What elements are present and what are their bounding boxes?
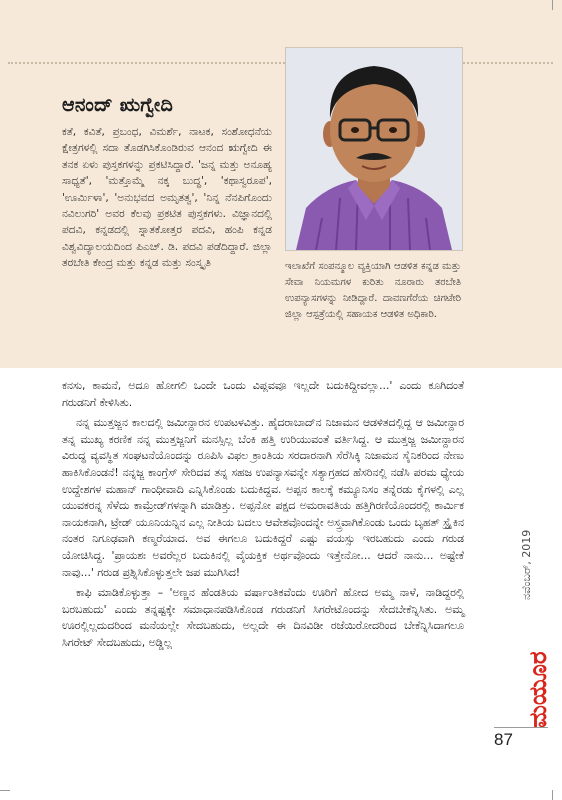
crop-mark (0, 790, 10, 791)
page-number: 87 (494, 730, 513, 749)
author-bio-panel (0, 0, 562, 368)
issue-date: ನವೆಂಬರ್, 2019 (520, 529, 533, 600)
author-caption: ಇಲಾಖೆಗೆ ಸಂಪನ್ಮೂಲ ವ್ಯಕ್ತಿಯಾಗಿ ಆಡಳಿತ ಕನ್ನಡ ಮತ್ತು ಸೇವಾ ನಿಯಮಗಳ ಕುರಿತು ನೂರಾರು ತರಬೇತಿ ಉಪನ್ಯಾಸಗಳನ್ನು ನೀಡಿದ್ದಾರೆ. ದಾವಣಗೆರೆಯ ಚಿಗಟೇರಿ ಜಿಲ್ಲಾ ಆಸ್ಪತ್ರೆಯಲ್ಲಿ ಸಹಾಯಕ ಆಡಳಿತ ಅಧಿಕಾರಿ. (285, 261, 461, 320)
author-name: ಆನಂದ್ ಋಗ್ವೇದಿ (62, 94, 174, 116)
dotted-divider (8, 62, 553, 64)
crop-mark (552, 790, 553, 800)
author-portrait-image (286, 48, 462, 250)
page-number-rule (494, 727, 548, 728)
author-bio: ಕತೆ, ಕವಿತೆ, ಪ್ರಬಂಧ, ವಿಮರ್ಶೆ, ನಾಟಕ, ಸಂಶೋಧನೆಯ ಕ್ಷೇತ್ರಗಳಲ್ಲಿ ಸದಾ ತೊಡಗಿಸಿಕೊಂಡಿರುವ ಆನಂದ ಋಗ್ವೇದಿ ಈ ತನಕ ಏಳು ಪುಸ್ತಕಗಳನ್ನು ಪ್ರಕಟಿಸಿದ್ದಾರೆ. 'ಜನ್ನ ಮತ್ತು ಅನೂಹ್ಯ ಸಾಧ್ಯತೆ', 'ಮತ್ತೊಮ್ಮೆ ನಕ್ಕ ಬುದ್ಧ', 'ಕಥಾಸ್ವರೂಪ', 'ಊರ್ಮಿಳಾ', 'ಅನುಭವದ ಅಮೃತತ್ವ', 'ನಿನ್ನ ನೆನಪಿಗೊಂದು ನವಿಲುಗರಿ' ಅವರ ಕೆಲವು ಪ್ರಕಟಿತ ಪುಸ್ತಕಗಳು. ವಿಜ್ಞಾನದಲ್ಲಿ ಪದವಿ, ಕನ್ನಡದಲ್ಲಿ ಸ್ನಾತಕೋತ್ತರ ಪದವಿ, ಹಂಪಿ ಕನ್ನಡ ವಿಶ್ವವಿದ್ಯಾಲಯದಿಂದ ಪಿಎಚ್. ಡಿ. ಪದವಿ ಪಡೆದಿದ್ದಾರೆ. ಜಿಲ್ಲಾ ತರಬೇತಿ ಕೇಂದ್ರ ಮತ್ತು ಕನ್ನಡ ಮತ್ತು ಸಂಸ್ಕೃತಿ (62, 126, 272, 270)
crop-mark (552, 0, 553, 10)
magazine-logo: ಮಯೂರ (524, 651, 552, 728)
article-paragraph: ನನ್ನ ಮುತ್ತಜ್ಜನ ಕಾಲದಲ್ಲಿ ಜಮೀನ್ದಾರನ ಉಪಟಳವಿತ್ತು. ಹೈದರಾಬಾದ್‌ನ ನಿಜಾಮನ ಆಡಳಿತದಲ್ಲಿದ್ದ ಆ ಜಮೀನ್ದಾರ ತನ್ನ ಮುಖ್ಯ ಕರಣಿಕ ನನ್ನ ಮುತ್ತಜ್ಜನಿಗೆ ಮನಸ್ಸಿಲ್ಲ ಬೆಂಕಿ ಹತ್ತಿ ಉರಿಯುವಂತೆ ವರ್ತಿಸಿದ್ದ. ಆ ಮುತ್ತಜ್ಜ ಜಮೀನ್ದಾರನ ವಿರುದ್ಧ ವ್ಯವಸ್ಥಿತ ಸಂಘಟನೆಯೊಂದನ್ನು ರೂಪಿಸಿ ವಿಫಲ ಕ್ರಾಂತಿಯ ಸರದಾರನಾಗಿ ಸೆರೆಸಿಕ್ಕಿ ನಿಜಾಮನ ಸೈನಿಕರಿಂದ ನೇಣು ಹಾಕಿಸಿಕೊಂಡನೆ! ನನ್ನಜ್ಜ ಕಾಂಗ್ರೆಸ್ ಸೇರಿದವ ತನ್ನ ಸಹಜ ಉಪನ್ಯಾಸವನ್ನೇ ಸತ್ಯಾಗ್ರಹದ ಹೆಸರಿನಲ್ಲಿ ನಡೆಸಿ ಪರಮ ಧ್ಯೇಯ ಉದ್ದೇಶಗಳ ಮಹಾನ್ ಗಾಂಧೀವಾದಿ ಎನ್ನಿಸಿಕೊಂಡು ಬದುಕಿದ್ದವ. ಅಪ್ಪನ ಕಾಲಕ್ಕೆ ಕಮ್ಯೂನಿಸಂ ತನ್ನೆರಡು ಕೈಗಳಲ್ಲಿ ಎಲ್ಲ ಯುವಕರನ್ನ ಸೆಳೆದು ಕಾಮ್ರೇಡ್‌ಗಳನ್ನಾಗಿ ಮಾಡಿತ್ತು. ಅಪ್ಪನೋ ಪಕ್ಷದ ಅಮರಾವತಿಯ ಹತ್ತಿಗಿರಣಿಯೊಂದರಲ್ಲಿ ಕಾರ್ಮಿಕ ನಾಯಕನಾಗಿ, ಟ್ರೇಡ್ ಯೂನಿಯನ್ನಿನ ಎಲ್ಲ ನೀತಿಯ ಬದಲು ಆವೇಶವೊಂದನ್ನೇ ಅಸ್ತ್ರವಾಗಿಕೊಂಡು ಒಂದು ಬೃಹತ್ ಸ್ಟ್ರೈಕಿನ ನಂತರ ನಿಗೂಢವಾಗಿ ಕಣ್ಮರೆಯಾದ. ಅವ ಈಗಲೂ ಬದುಕಿದ್ದರೆ ಎಷ್ಟು ವಯಸ್ಸು ಇರಬಹುದು ಎಂದು ಗರುಡ ಯೋಚಿಸಿದ್ದ. 'ಪ್ರಾಯಶಃ ಅವರೆಲ್ಲರ ಬದುಕಿನಲ್ಲಿ ವೈಯಕ್ತಿಕ ಅರ್ಥವೊಂದು ಇತ್ತೇನೋ... ಆದರೆ ನಾನು... ಅಷ್ಟೇಕೆ ನಾವು...' ಗರುಡ ಪ್ರಶ್ನಿಸಿಕೊಳ್ಳುತ್ತಲೇ ಜಪ ಮುಗಿಸಿದ! (62, 416, 464, 579)
article-paragraph: ಕನಸು, ಕಾಮನೆ, ಅದೂ ಹೋಗಲಿ ಒಂದೇ ಒಂದು ವಿಪ್ಲವವೂ ಇಲ್ಲದೇ ಬದುಕಿದ್ದೀವಲ್ಲಾ...' ಎಂದು ಕೂಗಿದಂತೆ ಗರುಡನಿಗೆ ಕೇಳಿಸಿತು. (62, 379, 464, 409)
article-body (62, 378, 464, 656)
author-photo (285, 47, 463, 251)
article-paragraph: ಕಾಫಿ ಮಾಡಿಕೊಳ್ಳುತ್ತಾ – 'ಅಣ್ಣನ ಹೆಂಡತಿಯ ವರ್ಷಾಂತಿಕವೆಂದು ಊರಿಗೆ ಹೋದ ಅಮ್ಮ ನಾಳೆ, ನಾಡಿದ್ದರಲ್ಲಿ ಬರಬಹುದು' ಎಂದು ತನ್ನಷ್ಟಕ್ಕೇ ಸಮಾಧಾನಪಡಿಸಿಕೊಂಡ ಗರುಡನಿಗೆ ಸಿಗರೇಟೊಂದನ್ನು ಸೇದಬೇಕೆನ್ನಿಸಿತು. ಅಮ್ಮ ಊರಲ್ಲಿಲ್ಲದುದರಿಂದ ಮನೆಯಲ್ಲೇ ಸೇದಬಹುದು, ಅಲ್ಲದೇ ಈ ದಿನವಿಡೀ ರಜೆಯಿರೋದರಿಂದ ಬೇಕೆನ್ನಿಸಿದಾಗಲೂ ಸಿಗರೇಟ್ ಸೇದಬಹುದು, ಅಡ್ಡಿಲ್ಲ (62, 586, 464, 649)
